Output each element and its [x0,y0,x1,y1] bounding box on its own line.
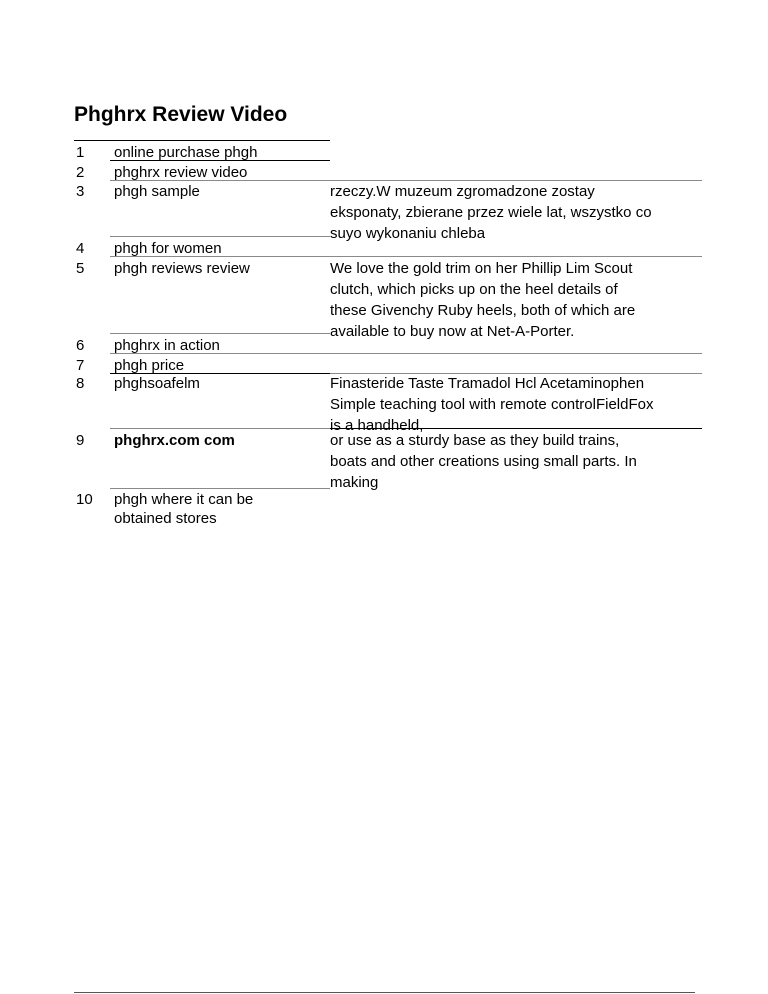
table-rule-8 [110,428,330,429]
paragraph-line: making [330,474,379,491]
table-rule-5 [110,333,330,334]
row-number: 4 [76,240,85,257]
paragraph-line: rzeczy.W muzeum zgromadzone zostay [330,183,595,200]
row-keyword: phghsoafelm [114,375,200,392]
paragraph-line: clutch, which picks up on the heel details of [330,281,618,298]
side-paragraph [330,373,702,436]
row-keyword: phgh for women [114,240,222,257]
row-keyword: phgh where it can be [114,491,254,508]
row-number: 7 [76,357,85,374]
side-paragraph [330,258,702,342]
row-keyword-continued: obtained stores [114,510,217,527]
paragraph-line: eksponaty, zbierane przez wiele lat, wszystko co [330,204,652,221]
row-keyword: phghrx.com com [114,432,235,449]
row-number: 1 [76,144,85,161]
row-number: 10 [76,491,93,508]
paragraph-line: We love the gold trim on her Phillip Lim Scout [330,260,633,277]
table-rule-3 [110,236,330,237]
side-rule-3 [330,353,702,354]
paragraph-line: available to buy now at Net-A-Porter. [330,323,575,340]
row-number: 5 [76,260,85,277]
footer-rule [74,992,695,993]
row-number: 8 [76,375,85,392]
side-paragraph [330,430,702,493]
paragraph-line: suyo wykonaniu chleba [330,225,486,242]
paragraph-line: or use as a sturdy base as they build trains, [330,432,620,449]
page-title: Phghrx Review Video [74,103,288,126]
row-keyword: phghrx in action [114,337,220,354]
row-number: 9 [76,432,85,449]
paragraph-line: these Givenchy Ruby heels, both of which are [330,302,636,319]
paragraph-line: boats and other creations using small parts. In [330,453,637,470]
table-top-rule [74,140,330,141]
row-keyword: online purchase phgh [114,144,258,161]
paragraph-line: Finasteride Taste Tramadol Hcl Acetaminophen [330,375,645,392]
row-keyword: phghrx review video [114,164,248,181]
row-keyword: phgh sample [114,183,200,200]
row-keyword: phgh price [114,357,185,374]
side-paragraph [330,181,702,244]
paragraph-line: Simple teaching tool with remote controlFieldFox [330,396,654,413]
row-keyword: phgh reviews review [114,260,250,277]
row-number: 3 [76,183,85,200]
paragraph-line: is a handheld, [330,417,424,434]
row-number: 6 [76,337,85,354]
side-rule-2 [330,256,702,257]
row-number: 2 [76,164,85,181]
